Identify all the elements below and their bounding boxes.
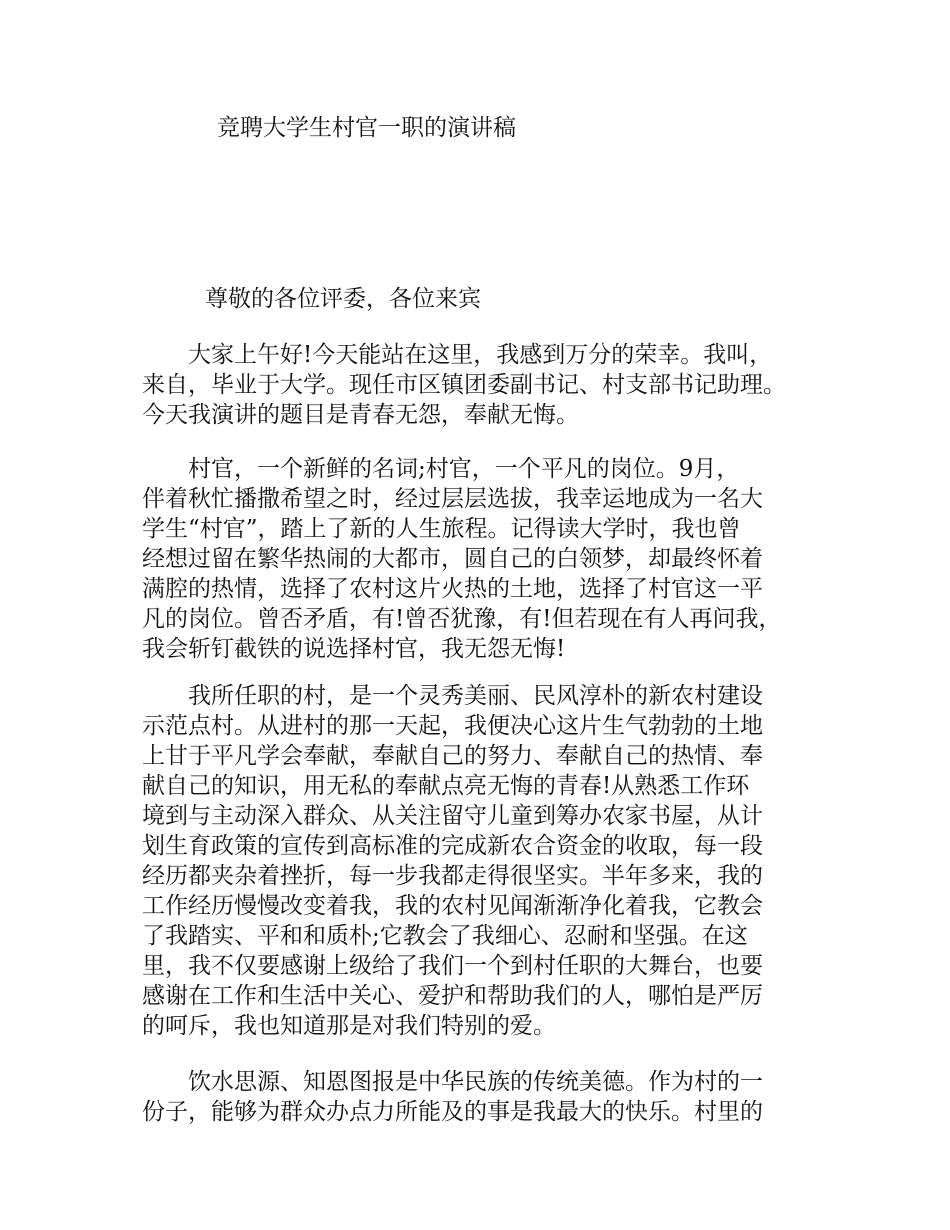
paragraph-1 — [142, 340, 832, 430]
text-line: 大家上午好!今天能站在这里，我感到万分的荣幸。我叫， — [142, 342, 773, 368]
text-line: 满腔的热情，选择了农村这片火热的土地，选择了村官这一平 — [142, 576, 763, 602]
text-line: 经想过留在繁华热闹的大都市，圆自己的白领梦，却最终怀着 — [142, 546, 763, 572]
paragraph-4 — [142, 1067, 832, 1127]
document-title: 竞聘大学生村官一职的演讲稿 — [217, 115, 516, 141]
text-line: 里，我不仅要感谢上级给了我们一个到村任职的大舞台，也要 — [142, 953, 763, 979]
paragraph-3 — [142, 681, 832, 1041]
text-line: 划生育政策的宣传到高标准的完成新农合资金的收取，每一段 — [142, 833, 763, 859]
text-line: 境到与主动深入群众、从关注留守儿童到筹办农家书屋，从计 — [142, 803, 763, 829]
text-line: 伴着秋忙播撒希望之时，经过层层选拔，我幸运地成为一名大 — [142, 486, 763, 512]
text-line: 饮水思源、知恩图报是中华民族的传统美德。作为村的一 — [142, 1069, 763, 1095]
text-line: 村官，一个新鲜的名词;村官，一个平凡的岗位。9月， — [142, 456, 740, 482]
text-line: 了我踏实、平和和质朴;它教会了我细心、忍耐和坚强。在这 — [142, 923, 748, 949]
paragraph-2 — [142, 454, 832, 664]
salutation: 尊敬的各位评委，各位来宾 — [205, 286, 481, 312]
text-line: 示范点村。从进村的那一天起，我便决心这片生气勃勃的土地 — [142, 713, 763, 739]
text-line: 的呵斥，我也知道那是对我们特别的爱。 — [142, 1013, 556, 1039]
text-line: 凡的岗位。曾否矛盾，有!曾否犹豫，有!但若现在有人再问我， — [142, 606, 782, 632]
text-line: 经历都夹杂着挫折，每一步我都走得很坚实。半年多来，我的 — [142, 863, 763, 889]
text-line: 我所任职的村，是一个灵秀美丽、民风淳朴的新农村建设 — [142, 683, 763, 709]
text-line: 上甘于平凡学会奉献，奉献自己的努力、奉献自己的热情、奉 — [142, 743, 763, 769]
text-line: 学生“村官”，踏上了新的人生旅程。记得读大学时，我也曾 — [142, 516, 741, 542]
text-line: 来自，毕业于大学。现任市区镇团委副书记、村支部书记助理。 — [142, 372, 786, 398]
text-line: 感谢在工作和生活中关心、爱护和帮助我们的人，哪怕是严厉 — [142, 983, 763, 1009]
text-line: 今天我演讲的题目是青春无怨，奉献无悔。 — [142, 402, 579, 428]
text-line: 工作经历慢慢改变着我，我的农村见闻渐渐净化着我，它教会 — [142, 893, 763, 919]
text-line: 份子，能够为群众办点力所能及的事是我最大的快乐。村里的 — [142, 1099, 763, 1125]
text-line: 献自己的知识，用无私的奉献点亮无悔的青春!从熟悉工作环 — [142, 773, 750, 799]
text-line: 我会斩钉截铁的说选择村官，我无怨无悔! — [142, 636, 566, 662]
